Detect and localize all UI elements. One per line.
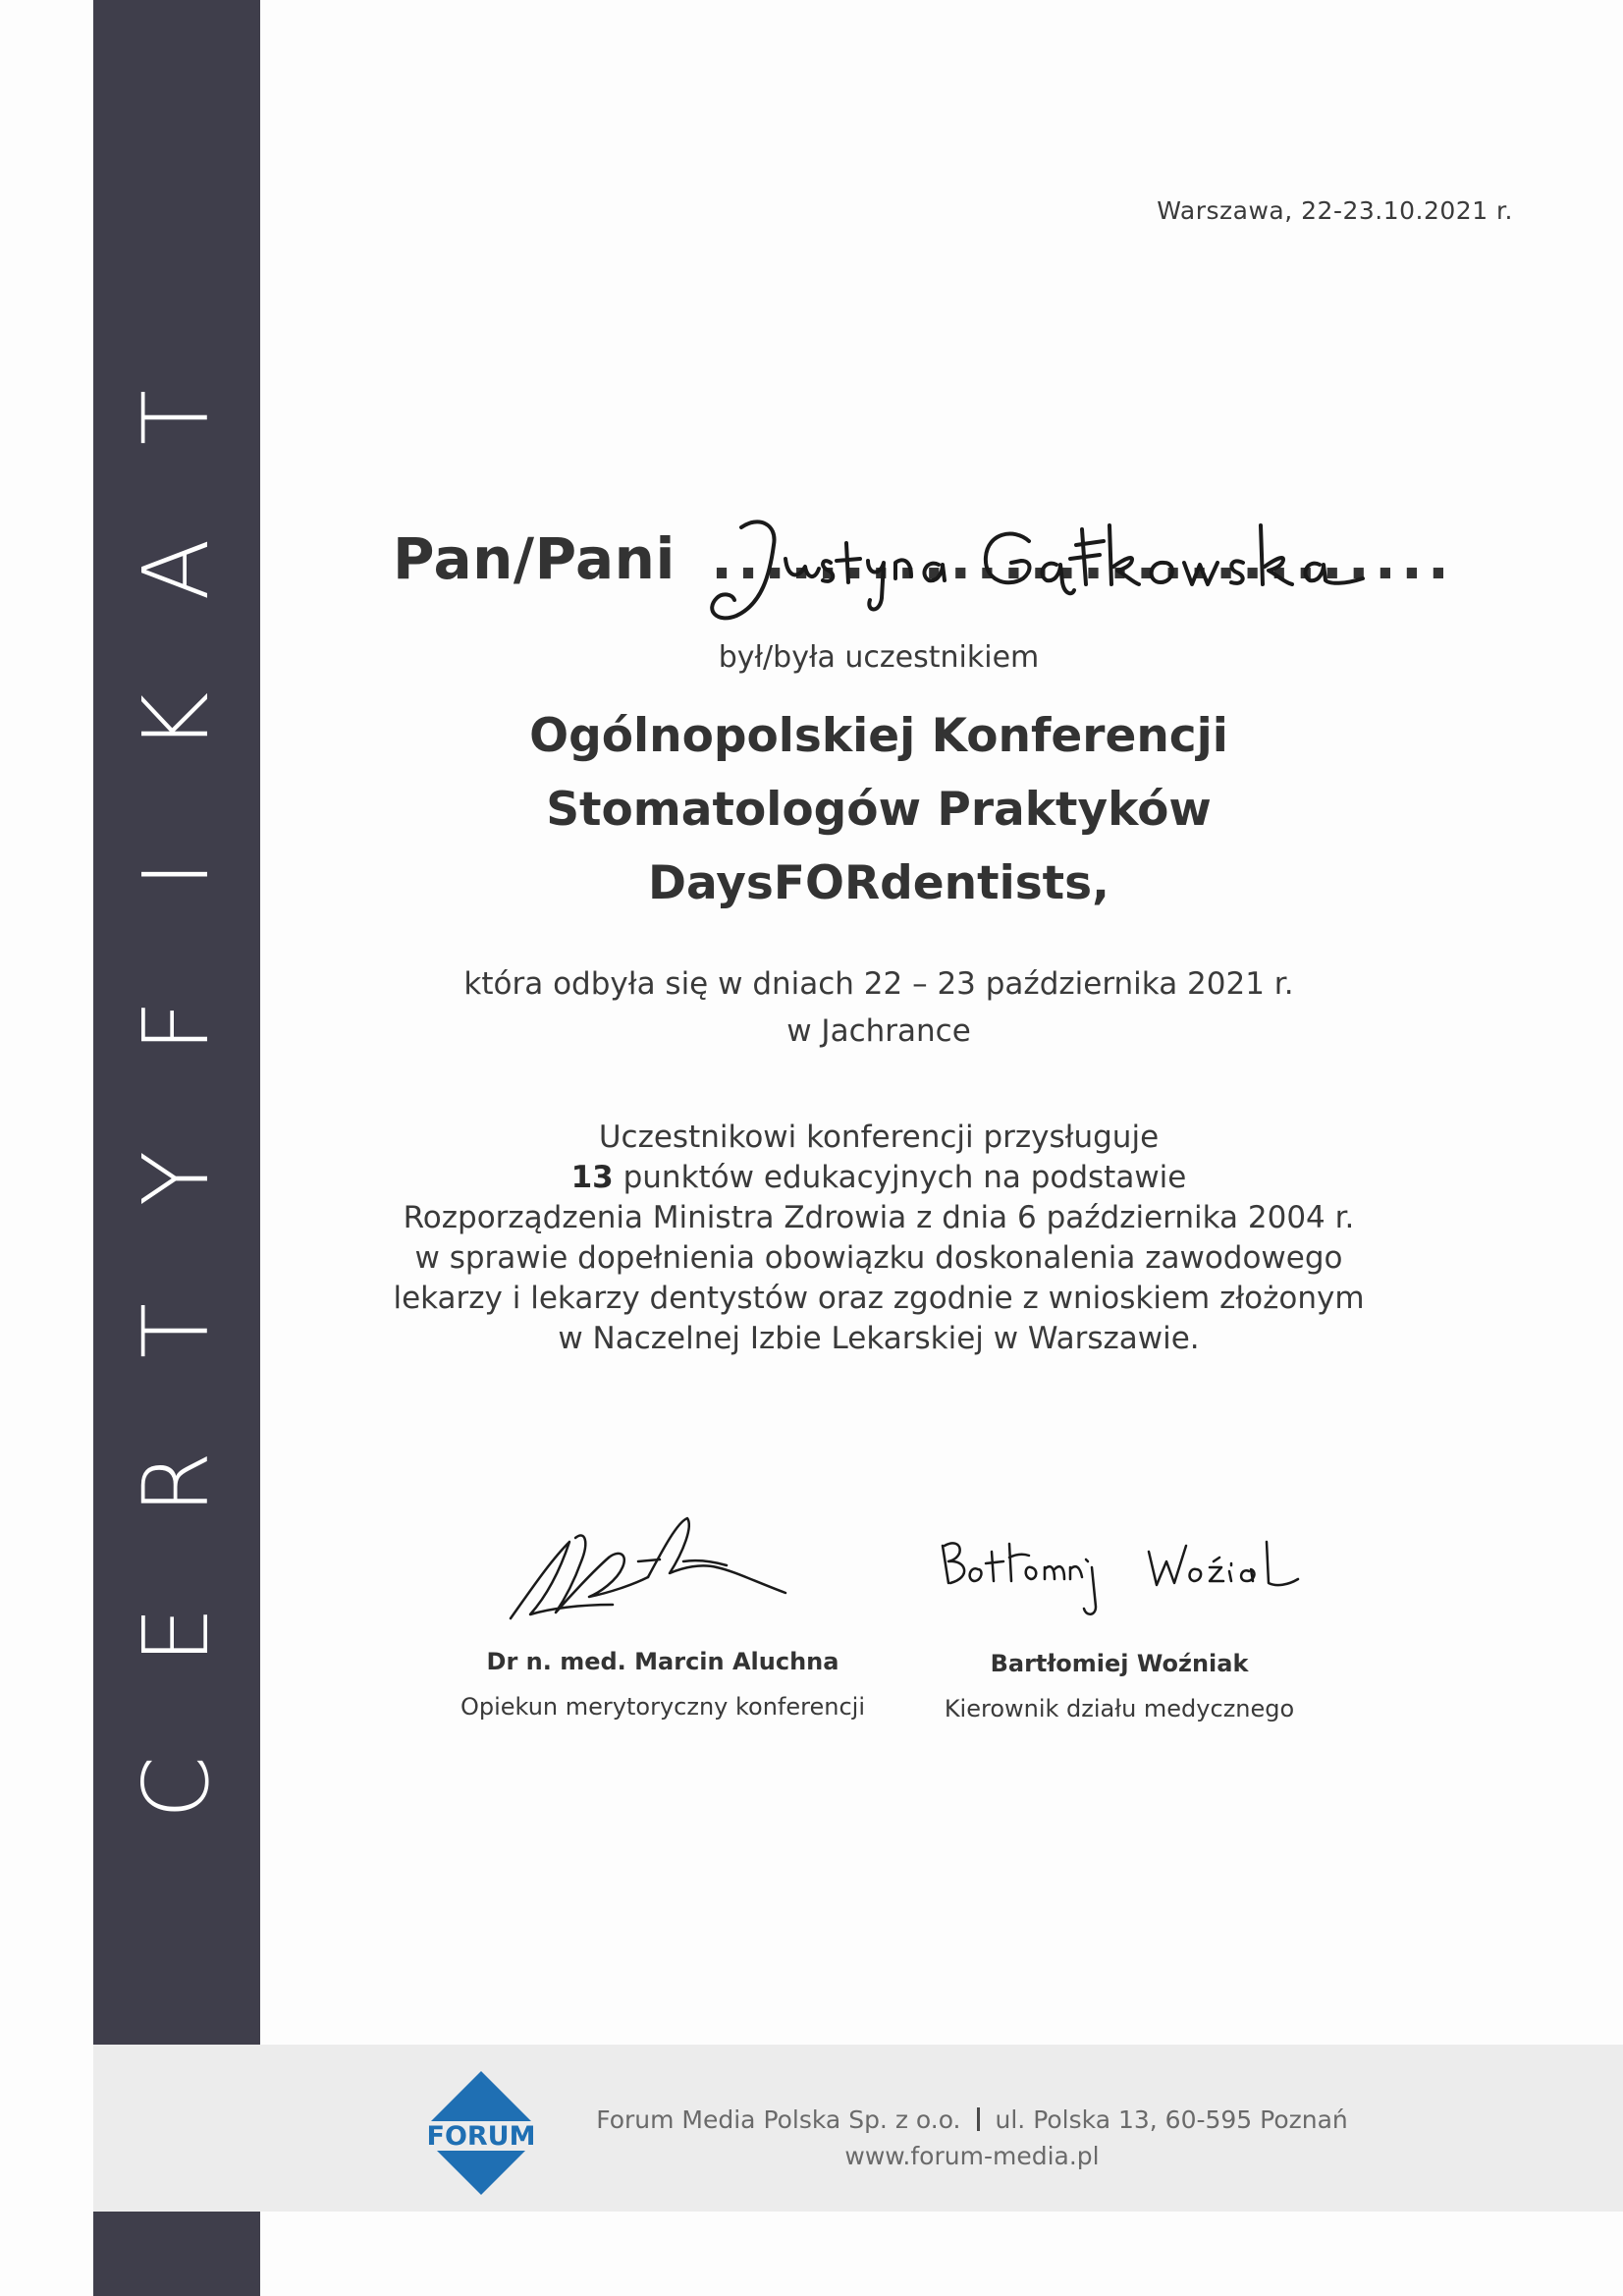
footer-address [550,2102,1394,2174]
points-line-rest: punktów edukacyjnych na podstawie [613,1160,1187,1195]
side-band [93,0,260,2296]
side-letter: R [124,1451,229,1514]
participant-line: był/była uczestnikiem [718,640,1040,675]
points-line: Uczestnikowi konferencji przysługuje [598,1120,1160,1155]
side-letter: I [124,860,229,888]
footer-separator [977,2107,980,2131]
recipient-row [393,506,1591,624]
signature-block-right [864,1650,1375,1722]
signatory-name: Bartłomiej Woźniak [990,1650,1249,1677]
event-dates: która odbyła się w dniach 22 – 23 października 2021 r. [463,966,1294,1002]
handwritten-name-signature [393,506,1591,624]
points-line [285,1158,1473,1198]
company-name: Forum Media Polska Sp. z o.o. [596,2105,961,2134]
issue-date: Warszawa, 22-23.10.2021 r. [1157,196,1513,225]
conference-title [285,699,1473,920]
event-details [285,960,1473,1055]
points-line: lekarzy i lekarzy dentystów oraz zgodnie z wnioskiem złożonym [393,1281,1365,1316]
certyfikat-vertical-title [93,0,260,2296]
company-address: ul. Polska 13, 60-595 Poznań [995,2105,1348,2134]
side-letter: T [124,389,229,446]
side-letter: Y [124,1150,229,1207]
side-letter: C [124,1755,229,1820]
signatory-name: Dr n. med. Marcin Aluchna [486,1648,839,1675]
points-count: 13 [570,1160,614,1195]
conference-title-line: DaysFORdentists, [648,856,1109,910]
points-line: Rozporządzenia Ministra Zdrowia z dnia 6 października 2004 r. [403,1200,1355,1235]
signature-block-left [407,1648,918,1721]
event-location: w Jachrance [786,1013,971,1049]
signature-aluchna-image [491,1503,815,1630]
conference-title-line: Stomatologów Praktyków [546,783,1212,837]
side-letter: T [124,1302,229,1359]
points-line: w sprawie dopełnienia obowiązku doskonalenia zawodowego [414,1240,1343,1276]
conference-title-line: Ogólnopolskiej Konferencji [529,709,1228,763]
recipient-dots: ............................ [711,525,1454,592]
company-website[interactable]: www.forum-media.pl [844,2142,1100,2170]
education-points-paragraph [285,1118,1473,1359]
side-letter: E [124,1606,229,1665]
forum-logo-icon [417,2069,545,2197]
signature-wozniak-image [933,1522,1306,1630]
logo-text: FORUM [426,2121,536,2152]
signatory-role: Kierownik działu medycznego [944,1695,1295,1722]
side-letter: A [124,538,229,601]
signatory-role: Opiekun merytoryczny konferencji [460,1693,865,1721]
recipient-prefix: Pan/Pani [393,525,676,592]
side-letter: F [124,1000,229,1053]
points-line: w Naczelnej Izbie Lekarskiej w Warszawie. [558,1321,1200,1356]
side-letter: K [124,691,229,752]
